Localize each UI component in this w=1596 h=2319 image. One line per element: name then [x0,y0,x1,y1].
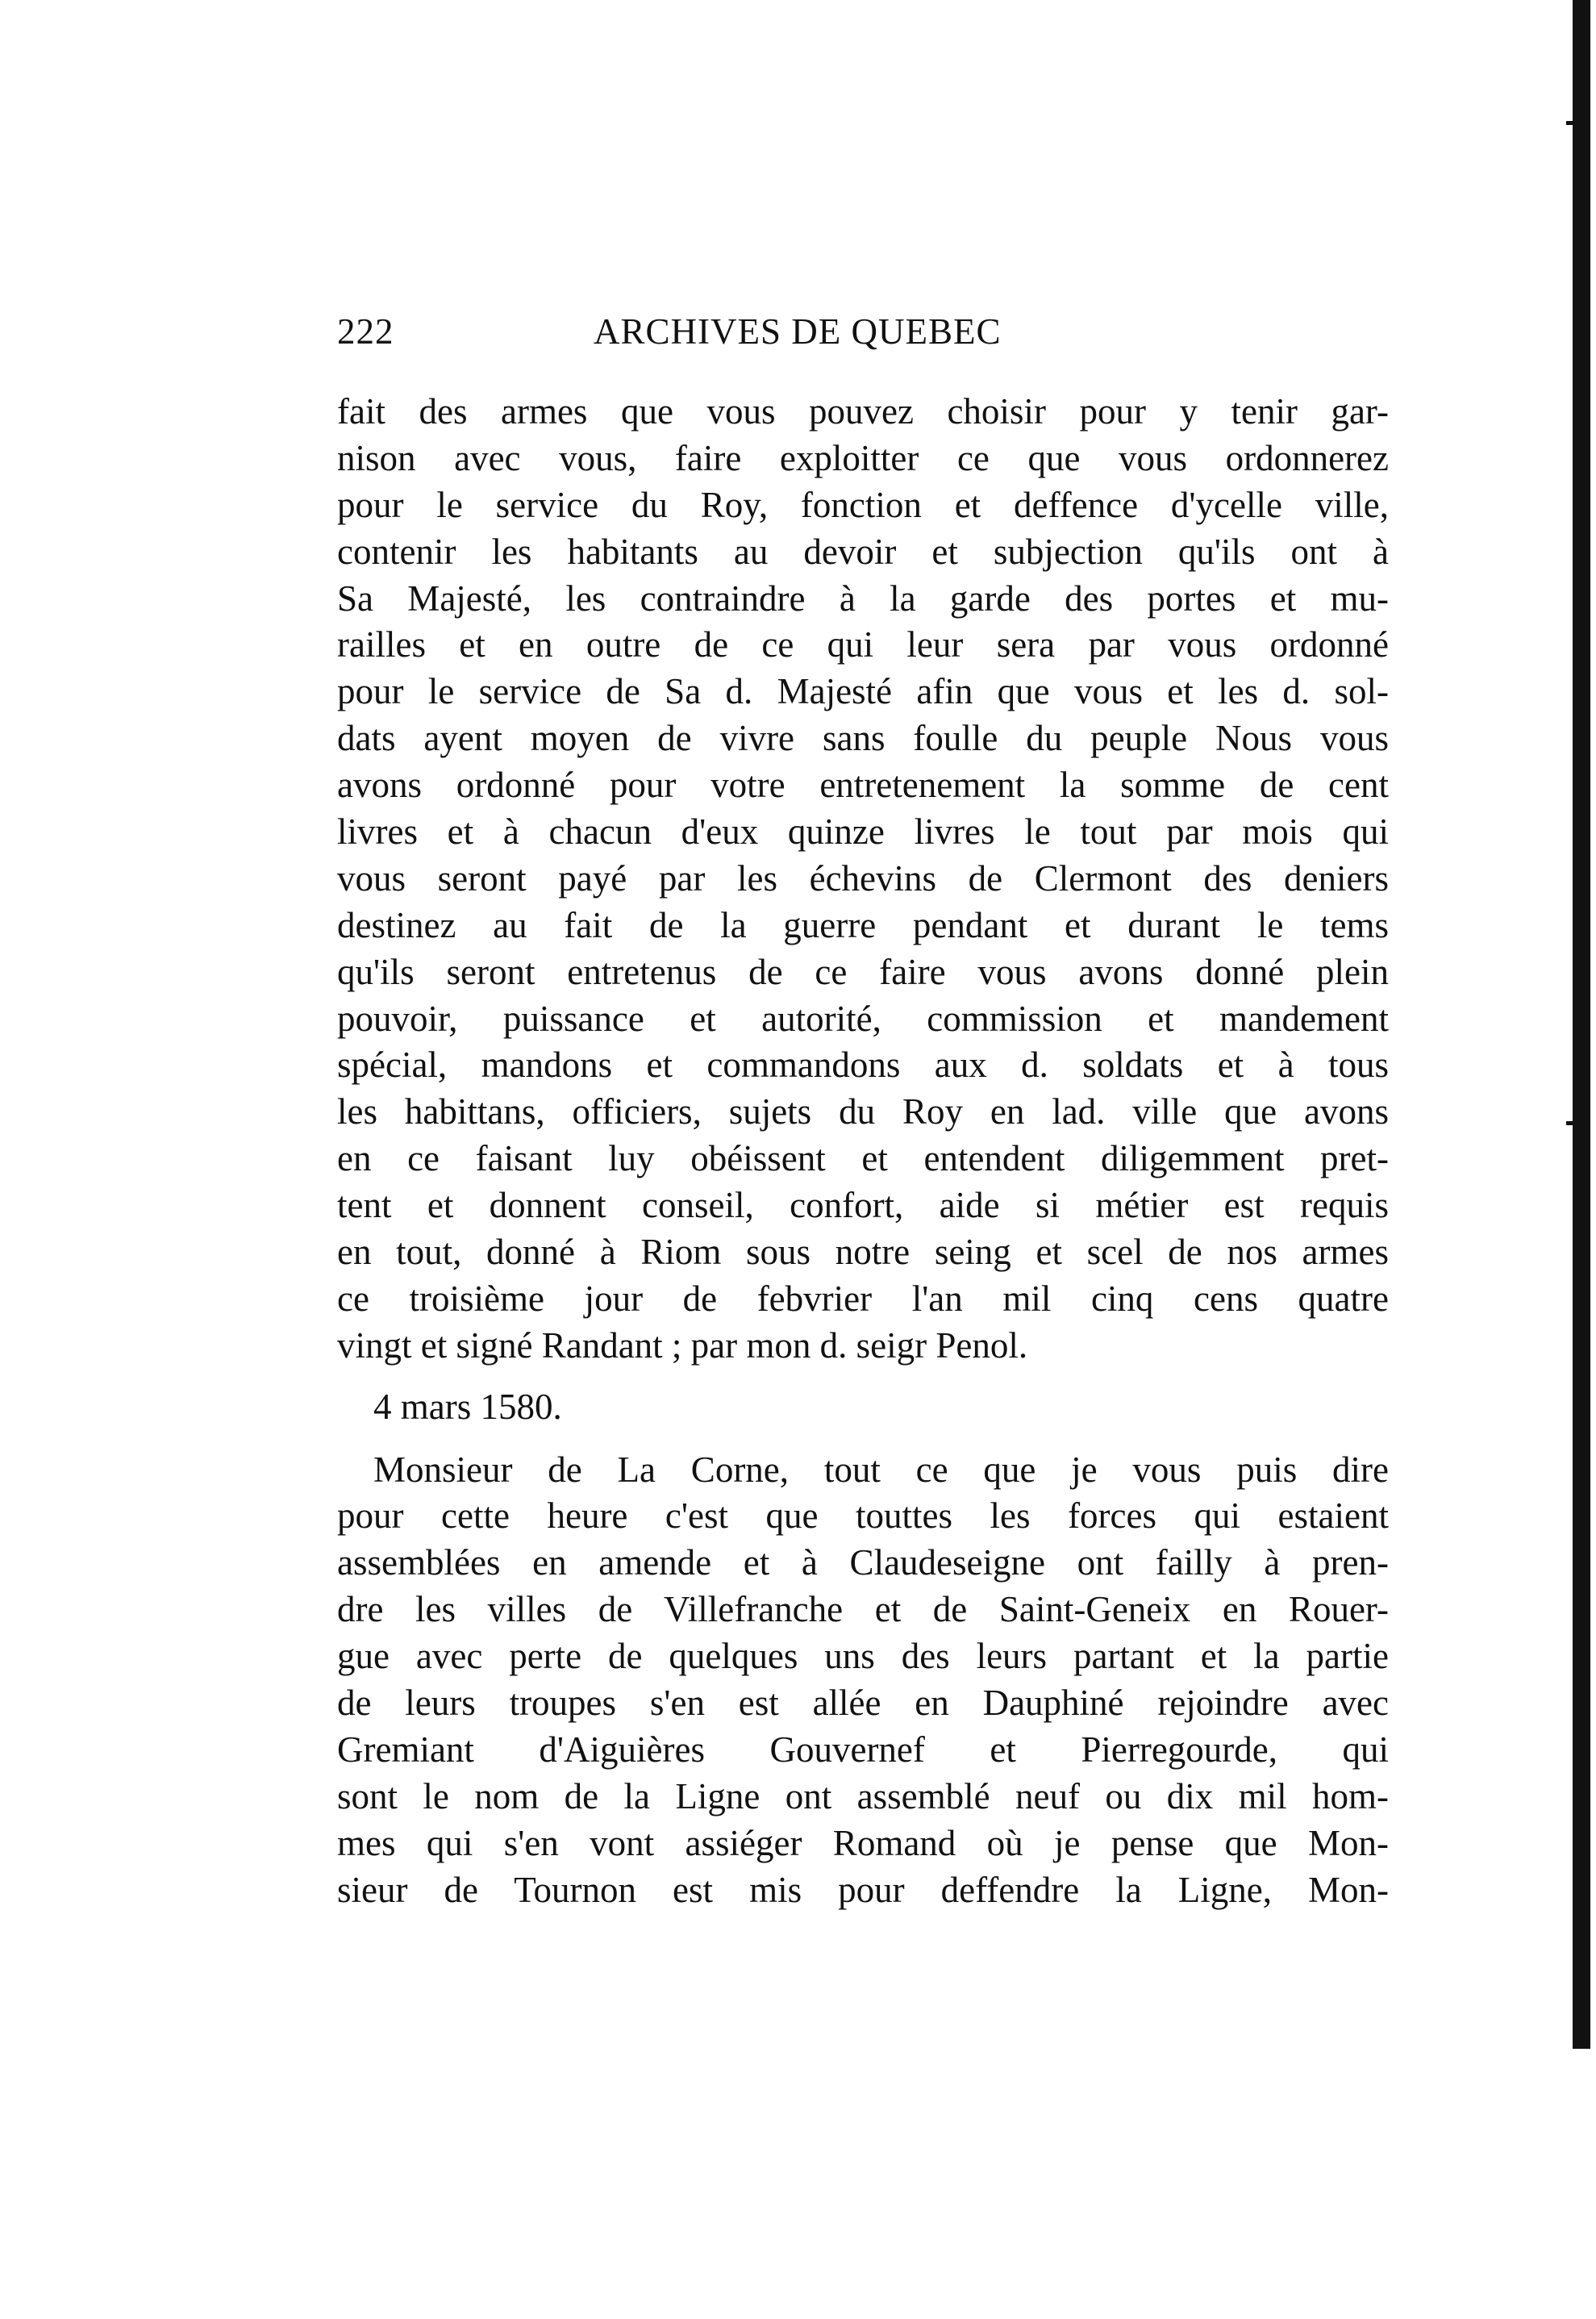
text-line: en tout, donné à Riom sous notre seing et scel de nos armes [337,1232,1389,1273]
text-line: avons ordonné pour votre entretenement la somme de cent [337,765,1389,806]
text-line: fait des armes que vous pouvez choisir pour y tenir gar- [337,391,1389,432]
text-line: assemblées en amende et à Claudeseigne ont failly à pren- [337,1542,1389,1583]
binding-mark [1566,1121,1573,1125]
text-line: gue avec perte de quelques uns des leurs partant et la partie [337,1636,1389,1677]
text-line: spécial, mandons et commandons aux d. soldats et à tous [337,1045,1389,1086]
text-line: Monsieur de La Corne, tout ce que je vous puis dire [373,1449,1389,1490]
text-line: mes qui s'en vont assiéger Romand où je pense que Mon- [337,1822,1389,1863]
paragraph-2 [337,1447,1389,1914]
body-text [337,389,1389,1914]
text-line: pour le service du Roy, fonction et deffence d'ycelle ville, [337,484,1389,525]
page-binding-edge [1573,0,1590,2049]
text-line: nison avec vous, faire exploitter ce que vous ordonnerez [337,437,1389,478]
text-line: Gremiant d'Aiguières Gouvernef et Pierregourde, qui [337,1729,1389,1770]
text-line: sont le nom de la Ligne ont assemblé neuf ou dix mil hom- [337,1775,1389,1816]
text-line: vingt et signé Randant ; par mon d. seigr Penol. [337,1324,1028,1366]
text-line: Sa Majesté, les contraindre à la garde des portes et mu- [337,578,1389,619]
text-line: vous seront payé par les échevins de Clermont des deniers [337,857,1389,899]
text-line: ce troisième jour de febvrier l'an mil cinq cens quatre [337,1278,1389,1319]
text-line: railles et en outre de ce qui leur sera par vous ordonné [337,624,1389,665]
binding-mark [1566,121,1573,125]
text-line: qu'ils seront entretenus de ce faire vous avons donné plein [337,951,1389,992]
text-line: contenir les habitants au devoir et subjection qu'ils ont à [337,531,1389,572]
text-line: destinez au fait de la guerre pendant et durant le tems [337,904,1389,945]
text-line: dats ayent moyen de vivre sans foulle du peuple Nous vous [337,718,1389,759]
text-line: tent et donnent conseil, confort, aide si métier est requis [337,1185,1389,1226]
text-line: de leurs troupes s'en est allée en Dauphiné rejoindre avec [337,1683,1389,1724]
text-line: pour cette heure c'est que touttes les forces qui estaient [337,1495,1389,1537]
running-header [337,311,1442,367]
paragraph-1 [337,389,1389,1370]
date-heading: 4 mars 1580. [373,1386,562,1427]
running-title: ARCHIVES DE QUEBEC [594,311,1002,352]
text-line: dre les villes de Villefranche et de Saint-Geneix en Rouer- [337,1589,1389,1630]
page-number: 222 [337,311,394,352]
text-line: les habittans, officiers, sujets du Roy en lad. ville que avons [337,1091,1389,1132]
text-line: sieur de Tournon est mis pour deffendre la Ligne, Mon- [337,1869,1389,1910]
text-line: pouvoir, puissance et autorité, commission et mandement [337,998,1389,1039]
text-line: livres et à chacun d'eux quinze livres le tout par mois qui [337,811,1389,853]
text-line: pour le service de Sa d. Majesté afin que vous et les d. sol- [337,671,1389,712]
text-line: en ce faisant luy obéissent et entendent diligemment pret- [337,1138,1389,1179]
